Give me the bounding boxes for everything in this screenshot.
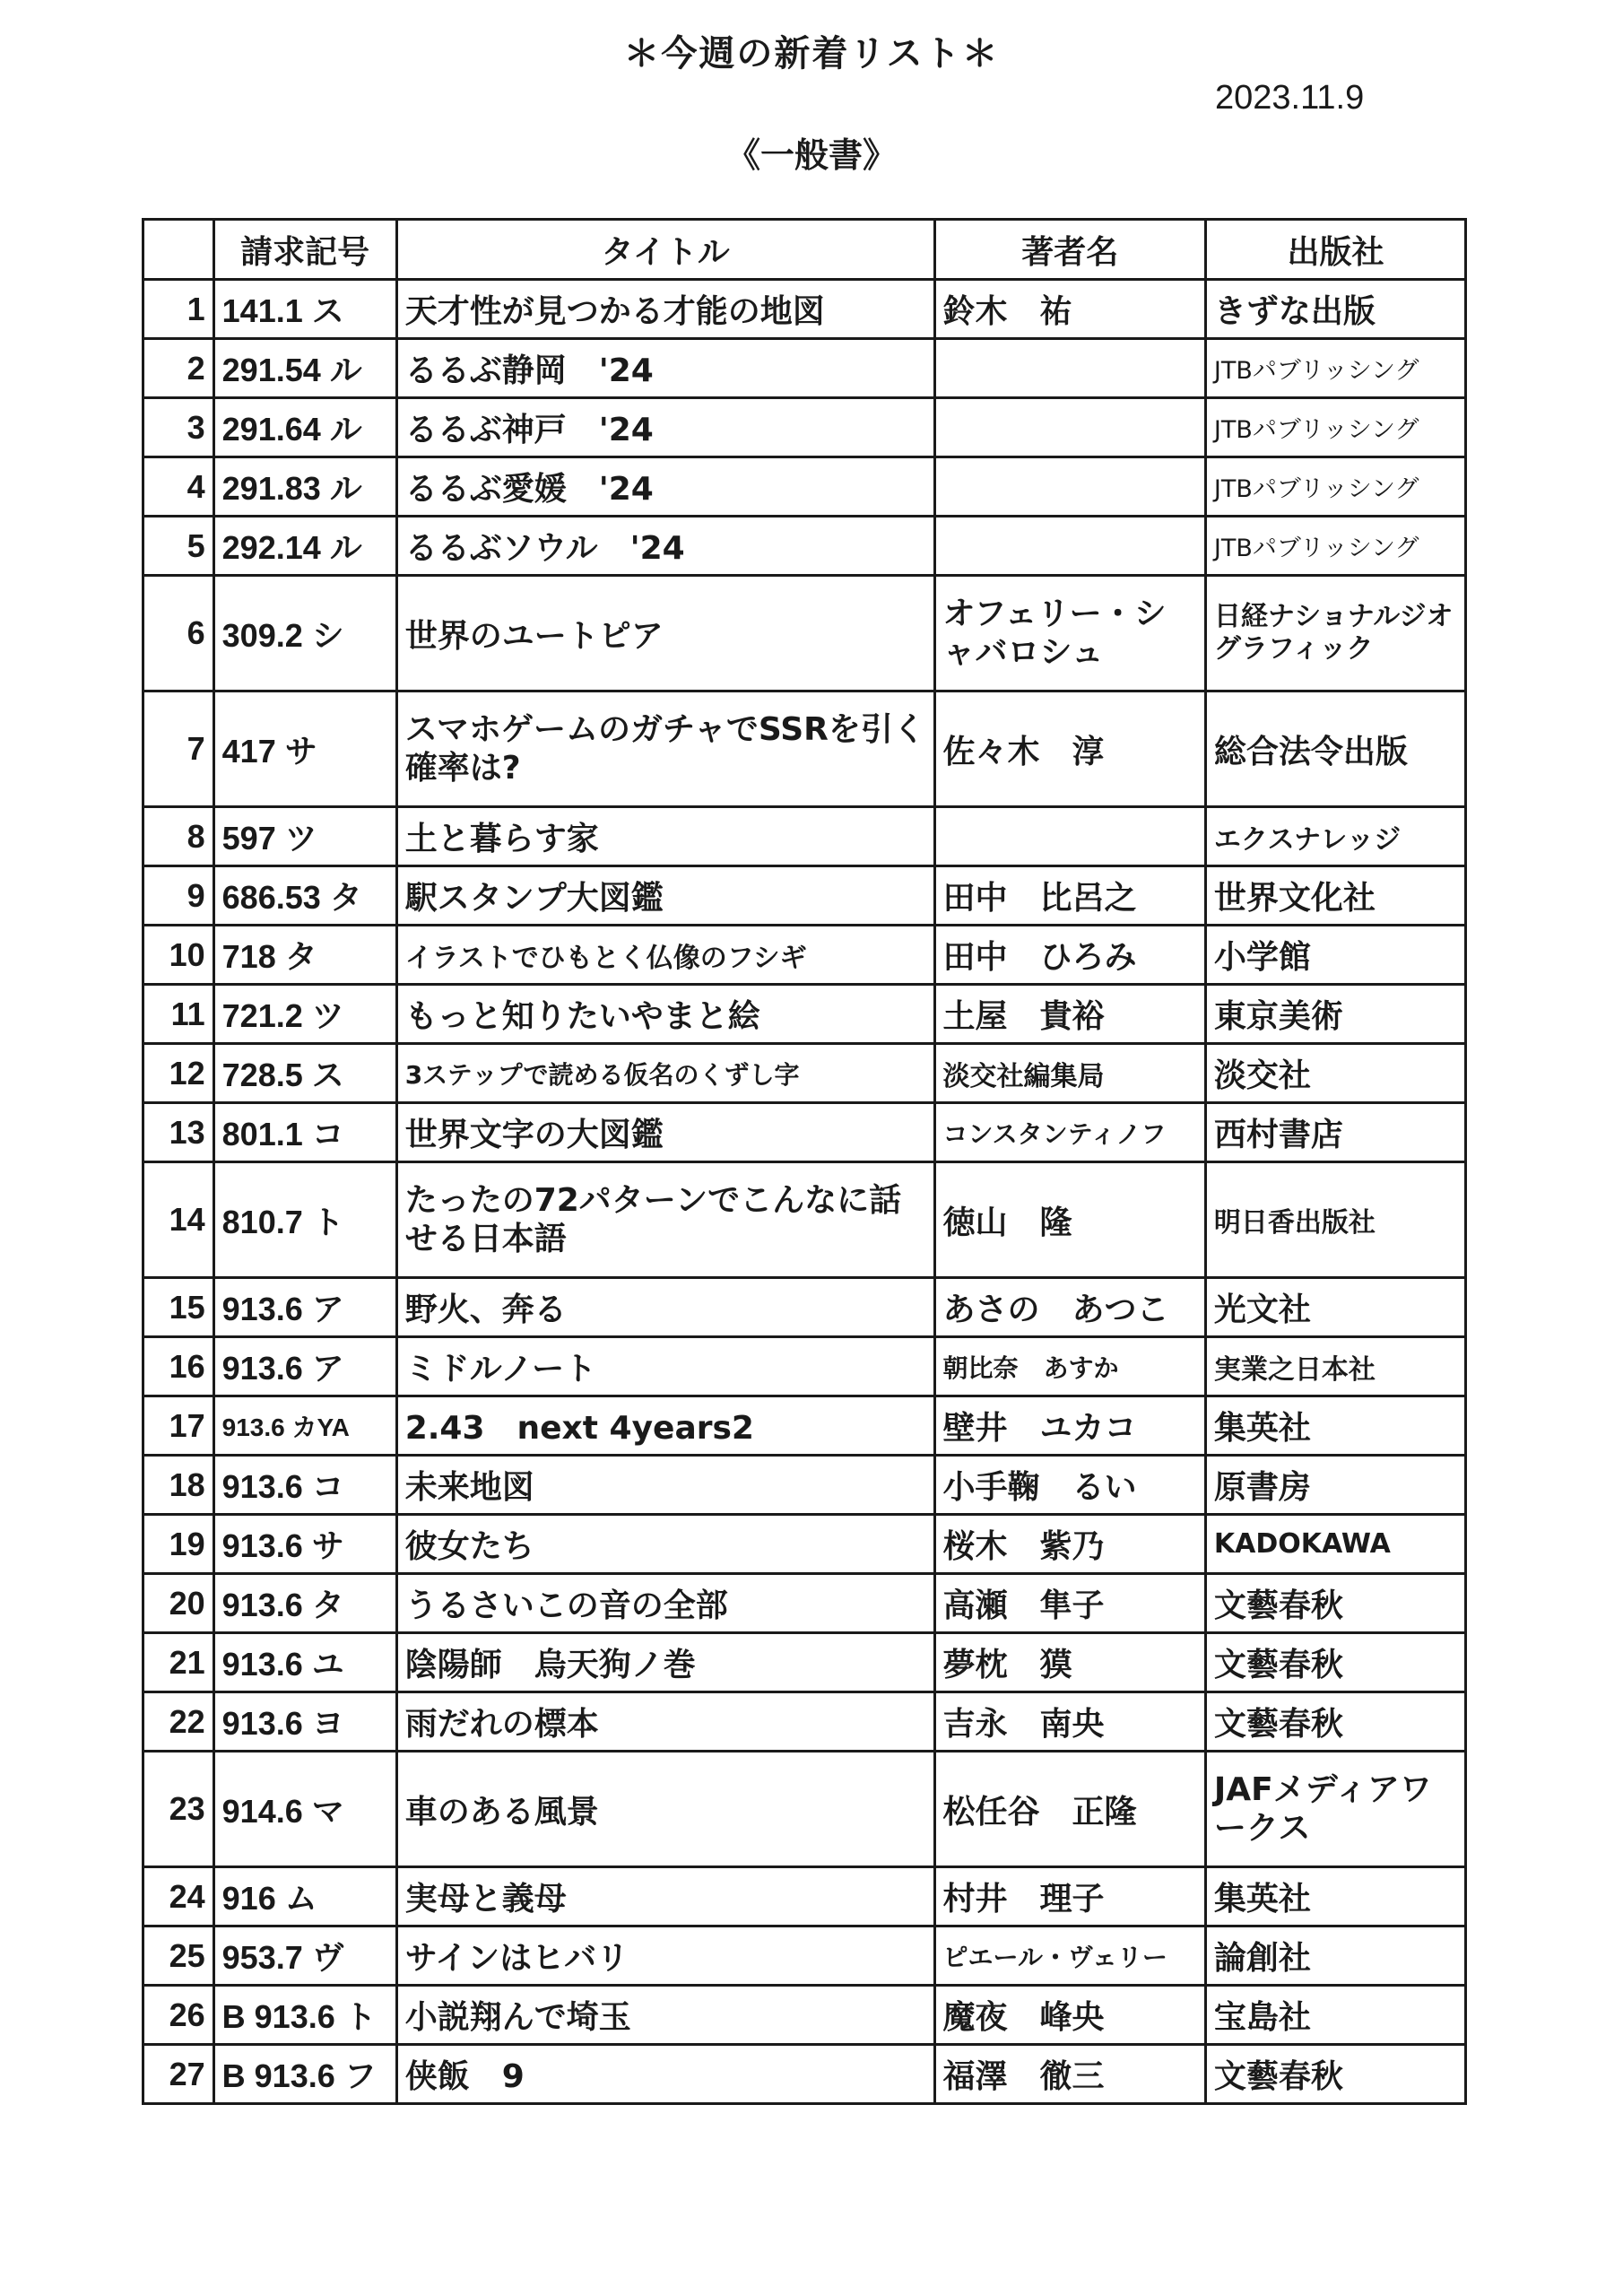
author: 徳山 隆 — [934, 1162, 1205, 1278]
call-number: 810.7 ト — [213, 1162, 396, 1278]
publisher: 淡交社 — [1205, 1044, 1465, 1103]
row-number: 12 — [143, 1044, 214, 1103]
publisher: 文藝春秋 — [1205, 2045, 1465, 2104]
call-number: 291.64 ル — [213, 398, 396, 457]
row-number: 8 — [143, 807, 214, 866]
publisher: 東京美術 — [1205, 985, 1465, 1044]
publisher: 集英社 — [1205, 1396, 1465, 1456]
call-number: 916 ム — [213, 1867, 396, 1926]
publisher: 総合法令出版 — [1205, 691, 1465, 807]
row-number: 18 — [143, 1456, 214, 1515]
table-row — [143, 517, 1466, 576]
call-number: 913.6 ユ — [213, 1633, 396, 1692]
call-number: 597 ツ — [213, 807, 396, 866]
table-row — [143, 1337, 1466, 1396]
book-title: 陰陽師 烏天狗ノ巻 — [396, 1633, 934, 1692]
call-number: 953.7 ヴ — [213, 1926, 396, 1986]
publisher: 世界文化社 — [1205, 866, 1465, 926]
row-number: 2 — [143, 339, 214, 398]
table-row — [143, 1162, 1466, 1278]
call-number: 913.6 コ — [213, 1456, 396, 1515]
section-subtitle: 《一般書》 — [725, 135, 897, 175]
publisher: 小学館 — [1205, 926, 1465, 985]
book-title: 彼女たち — [396, 1515, 934, 1574]
publisher: JTBパブリッシング — [1205, 517, 1465, 576]
table-row — [143, 807, 1466, 866]
author: 田中 比呂之 — [934, 866, 1205, 926]
author: 高瀬 隼子 — [934, 1574, 1205, 1633]
call-number: 913.6 カYA — [213, 1396, 396, 1456]
publisher: 文藝春秋 — [1205, 1692, 1465, 1752]
row-number: 16 — [143, 1337, 214, 1396]
author: ピエール・ヴェリー — [934, 1926, 1205, 1986]
book-title: るるぶ愛媛 '24 — [396, 457, 934, 517]
author: 淡交社編集局 — [934, 1044, 1205, 1103]
publisher: JTBパブリッシング — [1205, 339, 1465, 398]
new-books-table — [142, 218, 1467, 2105]
table-row — [143, 576, 1466, 691]
row-number: 26 — [143, 1986, 214, 2045]
book-title: 2.43 next 4years2 — [396, 1396, 934, 1456]
column-header-number — [143, 220, 214, 280]
table-row — [143, 1867, 1466, 1926]
publisher: 明日香出版社 — [1205, 1162, 1465, 1278]
call-number: 686.53 タ — [213, 866, 396, 926]
publisher: 光文社 — [1205, 1278, 1465, 1337]
publisher: 文藝春秋 — [1205, 1574, 1465, 1633]
author: 土屋 貴裕 — [934, 985, 1205, 1044]
book-title: 駅スタンプ大図鑑 — [396, 866, 934, 926]
table-row — [143, 1044, 1466, 1103]
row-number: 7 — [143, 691, 214, 807]
book-title: 世界のユートピア — [396, 576, 934, 691]
list-date: 2023.11.9 — [1215, 79, 1365, 117]
author: コンスタンティノフ — [934, 1103, 1205, 1162]
book-title: 雨だれの標本 — [396, 1692, 934, 1752]
book-title: 世界文字の大図鑑 — [396, 1103, 934, 1162]
publisher: 実業之日本社 — [1205, 1337, 1465, 1396]
author: 桜木 紫乃 — [934, 1515, 1205, 1574]
publisher: 文藝春秋 — [1205, 1633, 1465, 1692]
publisher: 集英社 — [1205, 1867, 1465, 1926]
call-number: 141.1 ス — [213, 280, 396, 339]
table-row — [143, 1456, 1466, 1515]
publisher: JTBパブリッシング — [1205, 398, 1465, 457]
row-number: 10 — [143, 926, 214, 985]
author: 夢枕 獏 — [934, 1633, 1205, 1692]
table-row — [143, 691, 1466, 807]
author: あさの あつこ — [934, 1278, 1205, 1337]
table-row — [143, 1278, 1466, 1337]
book-title: るるぶ神戸 '24 — [396, 398, 934, 457]
book-title: ミドルノート — [396, 1337, 934, 1396]
call-number: 913.6 ア — [213, 1278, 396, 1337]
book-title: 実母と義母 — [396, 1867, 934, 1926]
call-number: 801.1 コ — [213, 1103, 396, 1162]
row-number: 19 — [143, 1515, 214, 1574]
author: 魔夜 峰央 — [934, 1986, 1205, 2045]
publisher: 原書房 — [1205, 1456, 1465, 1515]
row-number: 14 — [143, 1162, 214, 1278]
column-header-author: 著者名 — [934, 220, 1205, 280]
book-title: うるさいこの音の全部 — [396, 1574, 934, 1633]
book-title: 小説翔んで埼玉 — [396, 1986, 934, 2045]
book-title: 3ステップで読める仮名のくずし字 — [396, 1044, 934, 1103]
publisher: KADOKAWA — [1205, 1515, 1465, 1574]
row-number: 25 — [143, 1926, 214, 1986]
table-row — [143, 1986, 1466, 2045]
author: 佐々木 淳 — [934, 691, 1205, 807]
row-number: 6 — [143, 576, 214, 691]
publisher: きずな出版 — [1205, 280, 1465, 339]
book-title: 未来地図 — [396, 1456, 934, 1515]
author: 福澤 徹三 — [934, 2045, 1205, 2104]
call-number: 913.6 タ — [213, 1574, 396, 1633]
table-row — [143, 1752, 1466, 1867]
call-number: 914.6 マ — [213, 1752, 396, 1867]
author: 小手鞠 るい — [934, 1456, 1205, 1515]
table-row — [143, 1574, 1466, 1633]
call-number: 309.2 シ — [213, 576, 396, 691]
table-row — [143, 398, 1466, 457]
row-number: 5 — [143, 517, 214, 576]
column-header-call-number: 請求記号 — [213, 220, 396, 280]
table-row — [143, 2045, 1466, 2104]
row-number: 4 — [143, 457, 214, 517]
row-number: 17 — [143, 1396, 214, 1456]
publisher: JAFメディアワークス — [1205, 1752, 1465, 1867]
row-number: 3 — [143, 398, 214, 457]
author: 壁井 ユカコ — [934, 1396, 1205, 1456]
table-row — [143, 985, 1466, 1044]
author: 松任谷 正隆 — [934, 1752, 1205, 1867]
row-number: 20 — [143, 1574, 214, 1633]
publisher: JTBパブリッシング — [1205, 457, 1465, 517]
publisher: エクスナレッジ — [1205, 807, 1465, 866]
call-number: 417 サ — [213, 691, 396, 807]
book-title: 土と暮らす家 — [396, 807, 934, 866]
call-number: 292.14 ル — [213, 517, 396, 576]
publisher: 論創社 — [1205, 1926, 1465, 1986]
book-title: 天才性が見つかる才能の地図 — [396, 280, 934, 339]
table-row — [143, 1692, 1466, 1752]
table-row — [143, 339, 1466, 398]
book-title: もっと知りたいやまと絵 — [396, 985, 934, 1044]
author: 朝比奈 あすか — [934, 1337, 1205, 1396]
table-row — [143, 1515, 1466, 1574]
table-row — [143, 926, 1466, 985]
author — [934, 517, 1205, 576]
author: 村井 理子 — [934, 1867, 1205, 1926]
publisher: 宝島社 — [1205, 1986, 1465, 2045]
call-number: 913.6 ア — [213, 1337, 396, 1396]
row-number: 13 — [143, 1103, 214, 1162]
row-number: 27 — [143, 2045, 214, 2104]
author — [934, 457, 1205, 517]
row-number: 23 — [143, 1752, 214, 1867]
table-row — [143, 1396, 1466, 1456]
book-title: たったの72パターンでこんなに話せる日本語 — [396, 1162, 934, 1278]
author: オフェリー・シャバロシュ — [934, 576, 1205, 691]
row-number: 24 — [143, 1867, 214, 1926]
book-title: 車のある風景 — [396, 1752, 934, 1867]
book-title: るるぶソウル '24 — [396, 517, 934, 576]
publisher: 西村書店 — [1205, 1103, 1465, 1162]
book-title: 侠飯 9 — [396, 2045, 934, 2104]
publisher: 日経ナショナルジオグラフィック — [1205, 576, 1465, 691]
table-row — [143, 866, 1466, 926]
row-number: 9 — [143, 866, 214, 926]
call-number: 913.6 サ — [213, 1515, 396, 1574]
row-number: 15 — [143, 1278, 214, 1337]
table-row — [143, 280, 1466, 339]
row-number: 22 — [143, 1692, 214, 1752]
table-row — [143, 1926, 1466, 1986]
book-title: スマホゲームのガチャでSSRを引く確率は? — [396, 691, 934, 807]
table-header-row — [143, 220, 1466, 280]
table-row — [143, 1633, 1466, 1692]
call-number: 728.5 ス — [213, 1044, 396, 1103]
author: 田中 ひろみ — [934, 926, 1205, 985]
column-header-title: タイトル — [396, 220, 934, 280]
author: 鈴木 祐 — [934, 280, 1205, 339]
table-row — [143, 1103, 1466, 1162]
author — [934, 807, 1205, 866]
book-title: イラストでひもとく仏像のフシギ — [396, 926, 934, 985]
call-number: 721.2 ツ — [213, 985, 396, 1044]
call-number: B 913.6 フ — [213, 2045, 396, 2104]
book-title: 野火、奔る — [396, 1278, 934, 1337]
author: 吉永 南央 — [934, 1692, 1205, 1752]
call-number: 291.54 ル — [213, 339, 396, 398]
book-title: サインはヒバリ — [396, 1926, 934, 1986]
table-row — [143, 457, 1466, 517]
column-header-publisher: 出版社 — [1205, 220, 1465, 280]
book-title: るるぶ静岡 '24 — [396, 339, 934, 398]
call-number: B 913.6 ト — [213, 1986, 396, 2045]
author — [934, 398, 1205, 457]
author — [934, 339, 1205, 398]
call-number: 718 タ — [213, 926, 396, 985]
page-title: ＊今週の新着リスト＊ — [623, 33, 1000, 74]
row-number: 11 — [143, 985, 214, 1044]
row-number: 1 — [143, 280, 214, 339]
row-number: 21 — [143, 1633, 214, 1692]
call-number: 291.83 ル — [213, 457, 396, 517]
call-number: 913.6 ヨ — [213, 1692, 396, 1752]
